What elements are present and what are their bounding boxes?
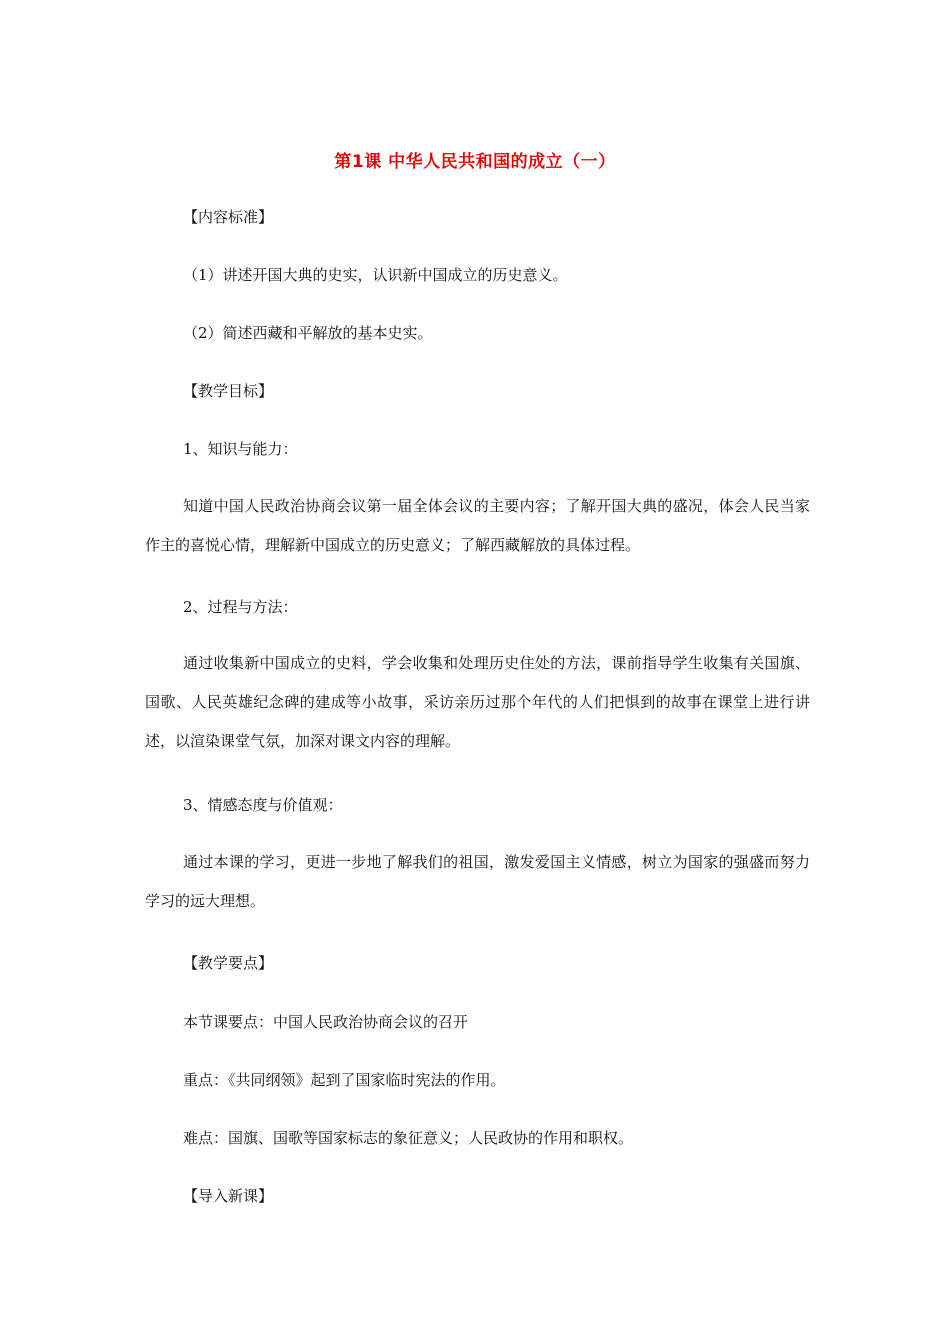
goal-2-paragraph: 通过收集新中国成立的史料，学会收集和处理历史住处的方法，课前指导学生收集有关国旗、国歌、人民英雄纪念碑的建成等小故事，采访亲历过那个年代的人们把惧到的故事在课堂上进行讲述，以渲染课堂气氛，加深对课文内容的理解。 — [145, 654, 810, 750]
goal-2-heading: 2、过程与方法： — [183, 598, 298, 616]
standard-item-2: （2）简述西藏和平解放的基本史实。 — [183, 324, 433, 342]
goal-1-paragraph: 知道中国人民政治协商会议第一届全体会议的主要内容；了解开国大典的盛况，体会人民当家作主的喜悦心情，理解新中国成立的历史意义；了解西藏解放的具体过程。 — [145, 497, 810, 554]
intro-heading: 【导入新课】 — [183, 1187, 274, 1205]
key-point-main: 本节课要点：中国人民政治协商会议的召开 — [183, 1013, 469, 1031]
standard-item-1: （1）讲述开国大典的史实，认识新中国成立的历史意义。 — [183, 266, 568, 284]
content-standard-heading: 【内容标准】 — [183, 208, 274, 226]
key-point-focus: 重点：《共同纲领》起到了国家临时宪法的作用。 — [183, 1071, 506, 1089]
key-points-heading: 【教学要点】 — [183, 954, 274, 972]
goal-1-heading: 1、知识与能力： — [183, 440, 298, 458]
lesson-title: 第1课 中华人民共和国的成立（一） — [334, 152, 616, 172]
goal-3-paragraph: 通过本课的学习，更进一步地了解我们的祖国，激发爱国主义情感，树立为国家的强盛而努力学习的远大理想。 — [145, 853, 810, 910]
teaching-goals-heading: 【教学目标】 — [183, 382, 274, 400]
key-point-difficulty: 难点：国旗、国歌等国家标志的象征意义；人民政协的作用和职权。 — [183, 1129, 634, 1147]
goal-3-heading: 3、情感态度与价值观： — [183, 796, 343, 814]
